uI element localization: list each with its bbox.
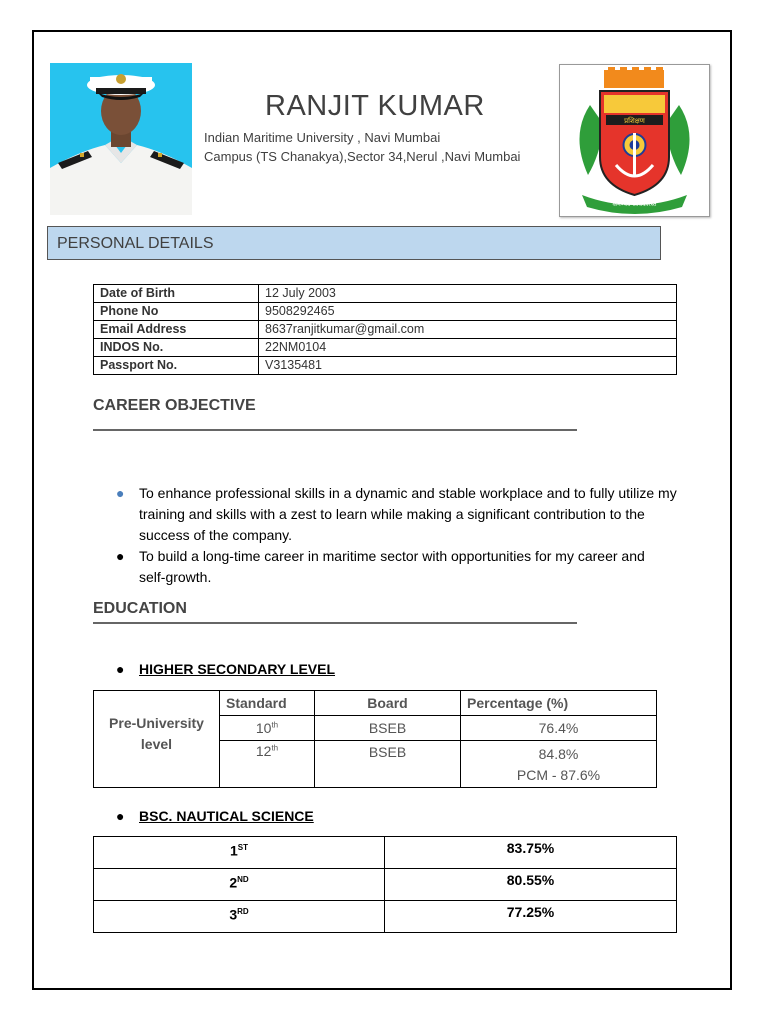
career-bullet-2: To build a long-time career in maritime sector with opportunities for my career and self-growth. [139,548,645,585]
board-value: BSEB [315,716,461,741]
table-row [94,837,677,869]
section-divider [93,622,577,624]
career-objective-title: CAREER OBJECTIVE [93,397,256,414]
higher-secondary-heading: HIGHER SECONDARY LEVEL [139,661,336,677]
bullet-icon: ● [116,548,125,564]
university-emblem [559,64,710,217]
personal-details-title: PERSONAL DETAILS [57,235,214,252]
percentage-header: Percentage (%) [461,691,657,716]
dob-value: 12 July 2003 [259,285,677,303]
table-row [94,869,677,901]
ordinal-suffix: ND [237,875,249,884]
semester-percentage: 83.75% [385,837,677,869]
percentage-value [461,741,657,788]
standard-value: 10 [255,720,272,736]
semester-cell [94,837,385,869]
personal-details-table [93,284,677,375]
personal-details-header [47,226,661,260]
bsc-table [93,836,677,933]
table-row [94,691,657,716]
bullet-icon: ● [116,808,125,824]
education-title: EDUCATION [93,600,187,617]
semester-percentage: 80.55% [385,869,677,901]
standard-10-cell [220,716,315,741]
ordinal-suffix: th [271,720,279,730]
percentage-text: 84.8% [538,746,579,762]
passport-label: Passport No. [94,357,259,375]
percentage-value [461,716,657,741]
pcm-percentage: PCM - 87.6% [516,767,601,783]
indos-value: 22NM0104 [259,339,677,357]
standard-header: Standard [220,691,315,716]
address-line-2: Campus (TS Chanakya),Sector 34,Nerul ,Navi Mumbai [204,149,521,164]
table-row [94,285,677,303]
phone-value: 9508292465 [259,303,677,321]
ordinal-suffix: RD [237,907,249,916]
semester-number: 3 [229,906,238,923]
table-row [94,321,677,339]
email-label: Email Address [94,321,259,339]
semester-number: 2 [229,874,238,891]
table-row [94,901,677,933]
pre-university-label: Pre-University level [94,691,220,788]
phone-label: Phone No [94,303,259,321]
ordinal-suffix: ST [237,843,249,852]
standard-12-cell [220,741,315,788]
semester-cell [94,869,385,901]
table-row [94,339,677,357]
semester-cell [94,901,385,933]
email-value: 8637ranjitkumar@gmail.com [259,321,677,339]
ordinal-suffix: th [271,743,279,753]
standard-value: 12 [255,743,272,759]
indos-label: INDOS No. [94,339,259,357]
emblem-banner-text: प्रशिक्षण [624,117,645,125]
board-value: BSEB [315,741,461,788]
higher-secondary-table [93,690,657,788]
semester-percentage: 77.25% [385,901,677,933]
table-row [94,303,677,321]
candidate-name: RANJIT KUMAR [265,90,485,122]
profile-photo [50,63,192,215]
table-row [94,357,677,375]
address-line-1: Indian Maritime University , Navi Mumbai [204,130,441,145]
bullet-icon: ● [116,661,125,677]
emblem-motto: कर्मण्येव अधिकारस्ते [612,201,657,208]
section-divider [93,429,577,431]
percentage-text: 76.4% [538,720,579,736]
board-header: Board [315,691,461,716]
bullet-icon: ● [116,485,125,501]
passport-value: V3135481 [259,357,677,375]
semester-number: 1 [229,842,238,859]
career-bullet-1: To enhance professional skills in a dynamic and stable workplace and to fully utilize my training and skills with a zest to learn while making a significant contribution to the success of the company. [139,485,677,543]
dob-label: Date of Birth [94,285,259,303]
bsc-heading: BSC. NAUTICAL SCIENCE [139,808,314,824]
